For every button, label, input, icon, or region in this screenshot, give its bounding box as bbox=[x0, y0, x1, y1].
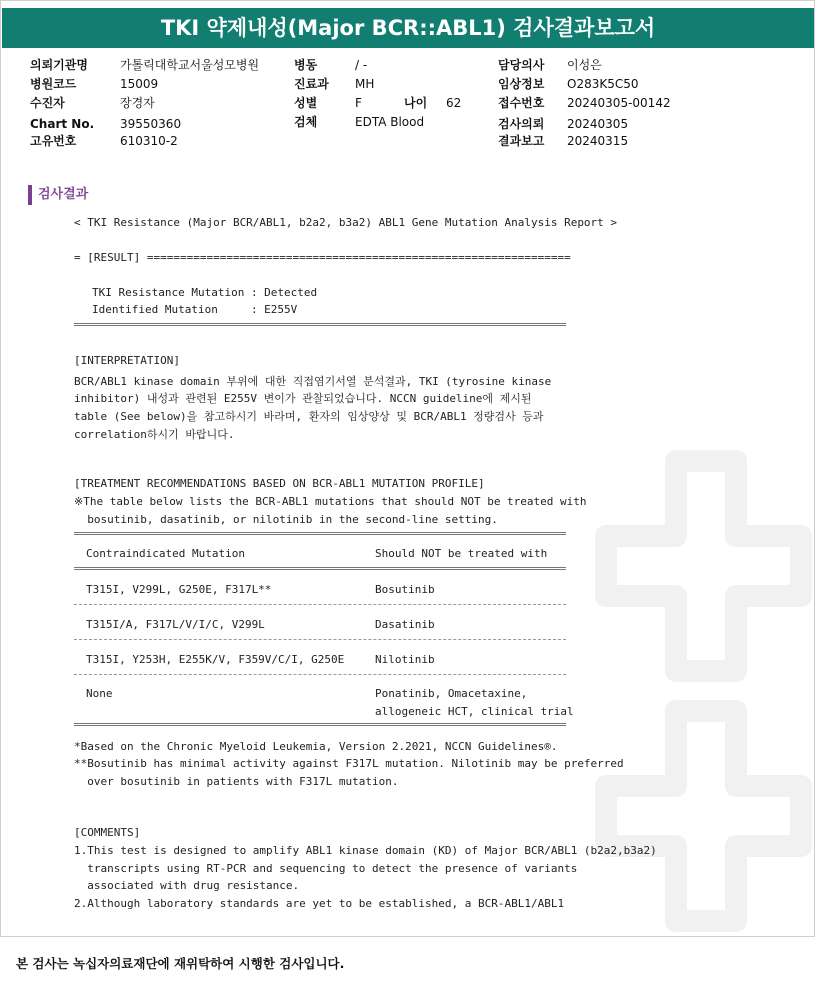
info-label: 병동 bbox=[294, 58, 318, 72]
age-value: 62 bbox=[446, 96, 462, 110]
info-value: 이성은 bbox=[567, 58, 602, 72]
info-value: / - bbox=[355, 58, 368, 72]
table-cell-mutation: T315I, V299L, G250E, F317L** bbox=[86, 583, 272, 596]
interpretation-line: BCR/ABL1 kinase domain 부위에 대한 직접염기서열 분석결과, TKI (tyrosine kinase bbox=[74, 375, 552, 388]
age-label: 나이 bbox=[404, 96, 428, 110]
divider bbox=[74, 323, 566, 326]
table-cell-drug: Nilotinib bbox=[375, 653, 435, 666]
comment-line: 1.This test is designed to amplify ABL1 kinase domain (KD) of Major BCR/ABL1 (b2a2,b3a2) bbox=[74, 844, 657, 857]
table-cell-mutation: T315I, Y253H, E255K/V, F359V/C/I, G250E bbox=[86, 653, 345, 666]
info-value: O283K5C50 bbox=[567, 77, 639, 91]
footnote: over bosutinib in patients with F317L mutation. bbox=[74, 775, 399, 788]
info-label: 병원코드 bbox=[30, 77, 77, 91]
table-divider bbox=[74, 567, 566, 570]
cross-watermark-icon bbox=[586, 441, 815, 941]
info-value: 15009 bbox=[120, 77, 159, 91]
table-cell-mutation: None bbox=[86, 687, 113, 700]
info-label: 검체 bbox=[294, 115, 318, 129]
report-title: TKI 약제내성(Major BCR::ABL1) 검사결과보고서 bbox=[2, 8, 814, 48]
info-label: 임상정보 bbox=[498, 77, 545, 91]
info-value: 20240305 bbox=[567, 117, 629, 131]
footer-note: 본 검사는 녹십자의료재단에 재위탁하여 시행한 검사입니다. bbox=[16, 956, 345, 971]
table-divider bbox=[74, 723, 566, 726]
interpretation-title: [INTERPRETATION] bbox=[74, 354, 180, 367]
comment-line: 2.Although laboratory standards are yet to be established, a BCR-ABL1/ABL1 bbox=[74, 897, 565, 910]
row-divider bbox=[74, 639, 566, 640]
table-divider bbox=[74, 532, 566, 535]
info-value: 20240305-00142 bbox=[567, 96, 671, 110]
info-label: 수진자 bbox=[30, 96, 65, 110]
table-cell-drug-cont: allogeneic HCT, clinical trial bbox=[375, 705, 574, 718]
comment-line: associated with drug resistance. bbox=[74, 879, 300, 892]
table-header-drug: Should NOT be treated with bbox=[375, 547, 548, 560]
footnote: **Bosutinib has minimal activity against F317L mutation. Nilotinib may be preferred bbox=[74, 757, 624, 770]
treatment-note: ※The table below lists the BCR-ABL1 mutations that should NOT be treated with bbox=[74, 495, 587, 508]
info-value: 가톨릭대학교서울성모병원 bbox=[120, 58, 260, 72]
treatment-title: [TREATMENT RECOMMENDATIONS BASED ON BCR-ABL1 MUTATION PROFILE] bbox=[74, 477, 485, 490]
row-divider bbox=[74, 674, 566, 675]
info-label: 성별 bbox=[294, 96, 318, 110]
footer bbox=[0, 942, 815, 989]
info-label: 담당의사 bbox=[498, 58, 545, 72]
info-value: 장경자 bbox=[120, 96, 155, 110]
footnote: *Based on the Chronic Myeloid Leukemia, Version 2.2021, NCCN Guidelines®. bbox=[74, 740, 558, 753]
info-value: 20240315 bbox=[567, 134, 629, 148]
table-cell-mutation: T315I/A, F317L/V/I/C, V299L bbox=[86, 618, 265, 631]
row-divider bbox=[74, 604, 566, 605]
table-header-mutation: Contraindicated Mutation bbox=[86, 547, 245, 560]
section-title: 검사결과 bbox=[28, 185, 88, 205]
info-label: 고유번호 bbox=[30, 134, 77, 148]
comment-line: transcripts using RT-PCR and sequencing to detect the presence of variants bbox=[74, 862, 578, 875]
interpretation-line: correlation하시기 바랍니다. bbox=[74, 428, 235, 441]
info-value: F bbox=[355, 96, 362, 110]
info-label: 진료과 bbox=[294, 77, 329, 91]
table-cell-drug: Bosutinib bbox=[375, 583, 435, 596]
info-label: 접수번호 bbox=[498, 96, 545, 110]
table-cell-drug: Dasatinib bbox=[375, 618, 435, 631]
result-label: = [RESULT] ================================================================ bbox=[74, 251, 571, 264]
info-value: MH bbox=[355, 77, 375, 91]
info-label: 의뢰기관명 bbox=[30, 58, 88, 72]
table-cell-drug: Ponatinib, Omacetaxine, bbox=[375, 687, 528, 700]
info-label: 검사의뢰 bbox=[498, 117, 545, 131]
info-value: EDTA Blood bbox=[355, 115, 425, 129]
info-label: 결과보고 bbox=[498, 134, 545, 148]
comments-title: [COMMENTS] bbox=[74, 826, 141, 839]
interpretation-line: inhibitor) 내성과 관련된 E255V 변이가 관찰되었습니다. NCCN guideline에 제시된 bbox=[74, 392, 532, 405]
mutation-status: TKI Resistance Mutation : Detected bbox=[92, 286, 318, 299]
treatment-note: bosutinib, dasatinib, or nilotinib in the second-line setting. bbox=[74, 513, 498, 526]
identified-mutation: Identified Mutation : E255V bbox=[92, 303, 298, 316]
info-label: Chart No. bbox=[30, 117, 95, 131]
report-header: < TKI Resistance (Major BCR/ABL1, b2a2, b3a2) ABL1 Gene Mutation Analysis Report > bbox=[74, 216, 618, 229]
interpretation-line: table (See below)을 참고하시기 바라며, 환자의 임상양상 및 BCR/ABL1 정량검사 등과 bbox=[74, 410, 544, 423]
info-value: 610310-2 bbox=[120, 134, 178, 148]
info-value: 39550360 bbox=[120, 117, 182, 131]
